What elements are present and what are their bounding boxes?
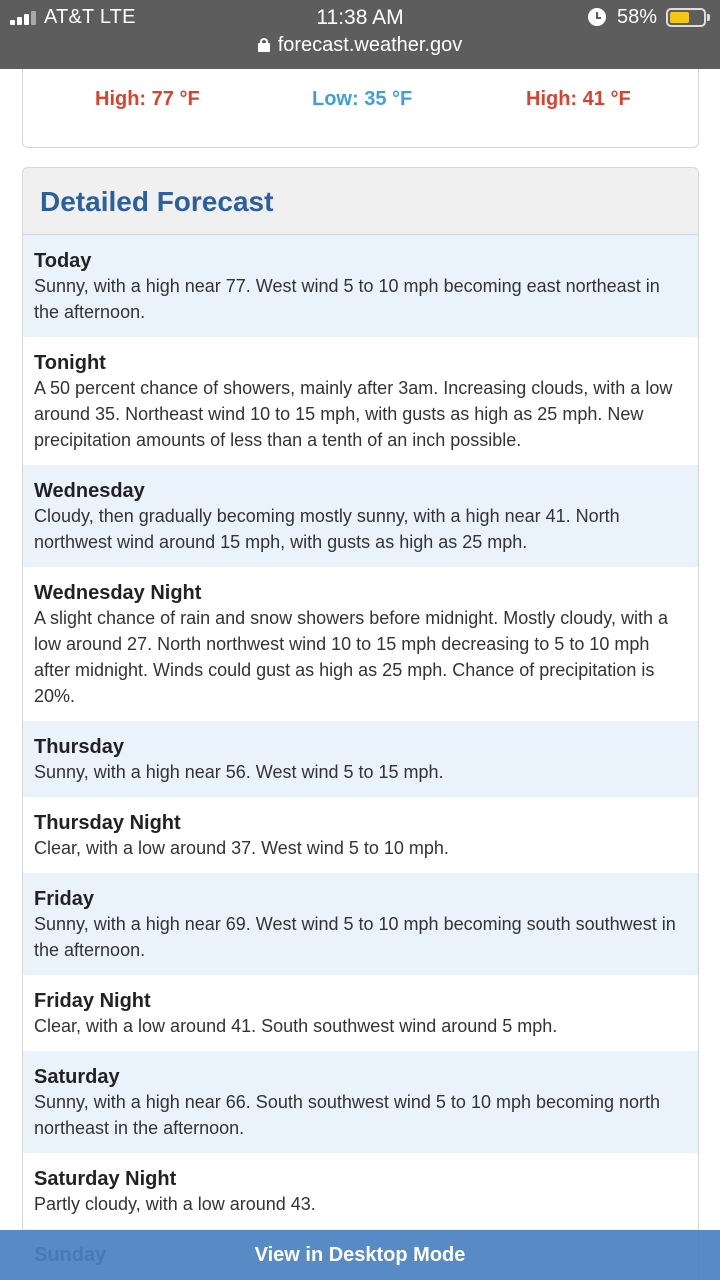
forecast-period (23, 975, 698, 1051)
period-name: Friday Night (34, 990, 151, 1012)
forecast-period (23, 337, 698, 465)
period-text: Sunny, with a high near 69. West wind 5 to 10 mph becoming south southwest in the afternoon. (34, 914, 676, 960)
period-text: A 50 percent chance of showers, mainly after 3am. Increasing clouds, with a low around 35. Northeast wind 10 to 15 mph, with gusts as high as 25 mph. New precipitation amounts of less than a tenth of an inch possible. (34, 378, 673, 450)
carrier-label: AT&T LTE (44, 6, 136, 28)
period-name: Thursday Night (34, 812, 181, 834)
forecast-period (23, 873, 698, 975)
forecast-period (23, 1153, 698, 1229)
forecast-period (23, 465, 698, 567)
summary-temp-1: High: 77 °F (95, 88, 200, 110)
period-text: A slight chance of rain and snow showers before midnight. Mostly cloudy, with a low around 27. North northwest wind 10 to 15 mph decreasing to 5 to 10 mph after midnight. Winds could gust as high as 25 mph. Chance of precipitation is 20%. (34, 608, 668, 706)
alarm-icon (588, 8, 606, 26)
period-name: Saturday Night (34, 1168, 177, 1190)
period-name: Friday (34, 888, 95, 910)
period-name: Tonight (34, 352, 106, 374)
period-name: Wednesday Night (34, 582, 202, 604)
forecast-period (23, 235, 698, 337)
view-desktop-mode-button[interactable]: View in Desktop Mode (0, 1230, 720, 1280)
period-text: Sunny, with a high near 66. South southwest wind 5 to 10 mph becoming north northeast in the afternoon. (34, 1092, 661, 1138)
url-bar[interactable] (0, 34, 720, 62)
period-name: Thursday (34, 736, 125, 758)
summary-temp-3: High: 41 °F (526, 88, 631, 110)
forecast-period (23, 797, 698, 873)
period-name: Today (34, 250, 92, 272)
browser-top-bar (0, 0, 720, 69)
period-text: Sunny, with a high near 56. West wind 5 to 15 mph. (34, 762, 444, 782)
period-text: Cloudy, then gradually becoming mostly sunny, with a high near 41. North northwest wind around 15 mph, with gusts as high as 25 mph. (34, 506, 620, 552)
status-bar (0, 0, 720, 36)
detailed-forecast-card (22, 167, 699, 1280)
status-time: 11:38 AM (316, 6, 404, 29)
url-text[interactable]: forecast.weather.gov (277, 34, 463, 56)
lock-icon (258, 38, 270, 52)
battery-terminal (707, 14, 710, 21)
period-name: Saturday (34, 1066, 120, 1088)
period-text: Clear, with a low around 41. South southwest wind around 5 mph. (34, 1016, 558, 1036)
battery-percent: 58% (617, 6, 658, 28)
period-text: Sunny, with a high near 77. West wind 5 to 10 mph becoming east northeast in the afternoon. (34, 276, 660, 322)
period-text: Clear, with a low around 37. West wind 5 to 10 mph. (34, 838, 449, 858)
forecast-period (23, 567, 698, 721)
battery-icon (666, 8, 706, 27)
detailed-forecast-header (23, 168, 698, 235)
summary-temp-2: Low: 35 °F (312, 88, 413, 110)
period-text: Partly cloudy, with a low around 43. (34, 1194, 316, 1214)
forecast-period (23, 721, 698, 797)
detailed-forecast-title: Detailed Forecast (40, 186, 274, 217)
period-name: Wednesday (34, 480, 145, 502)
forecast-period (23, 1051, 698, 1153)
battery-level (670, 12, 689, 23)
